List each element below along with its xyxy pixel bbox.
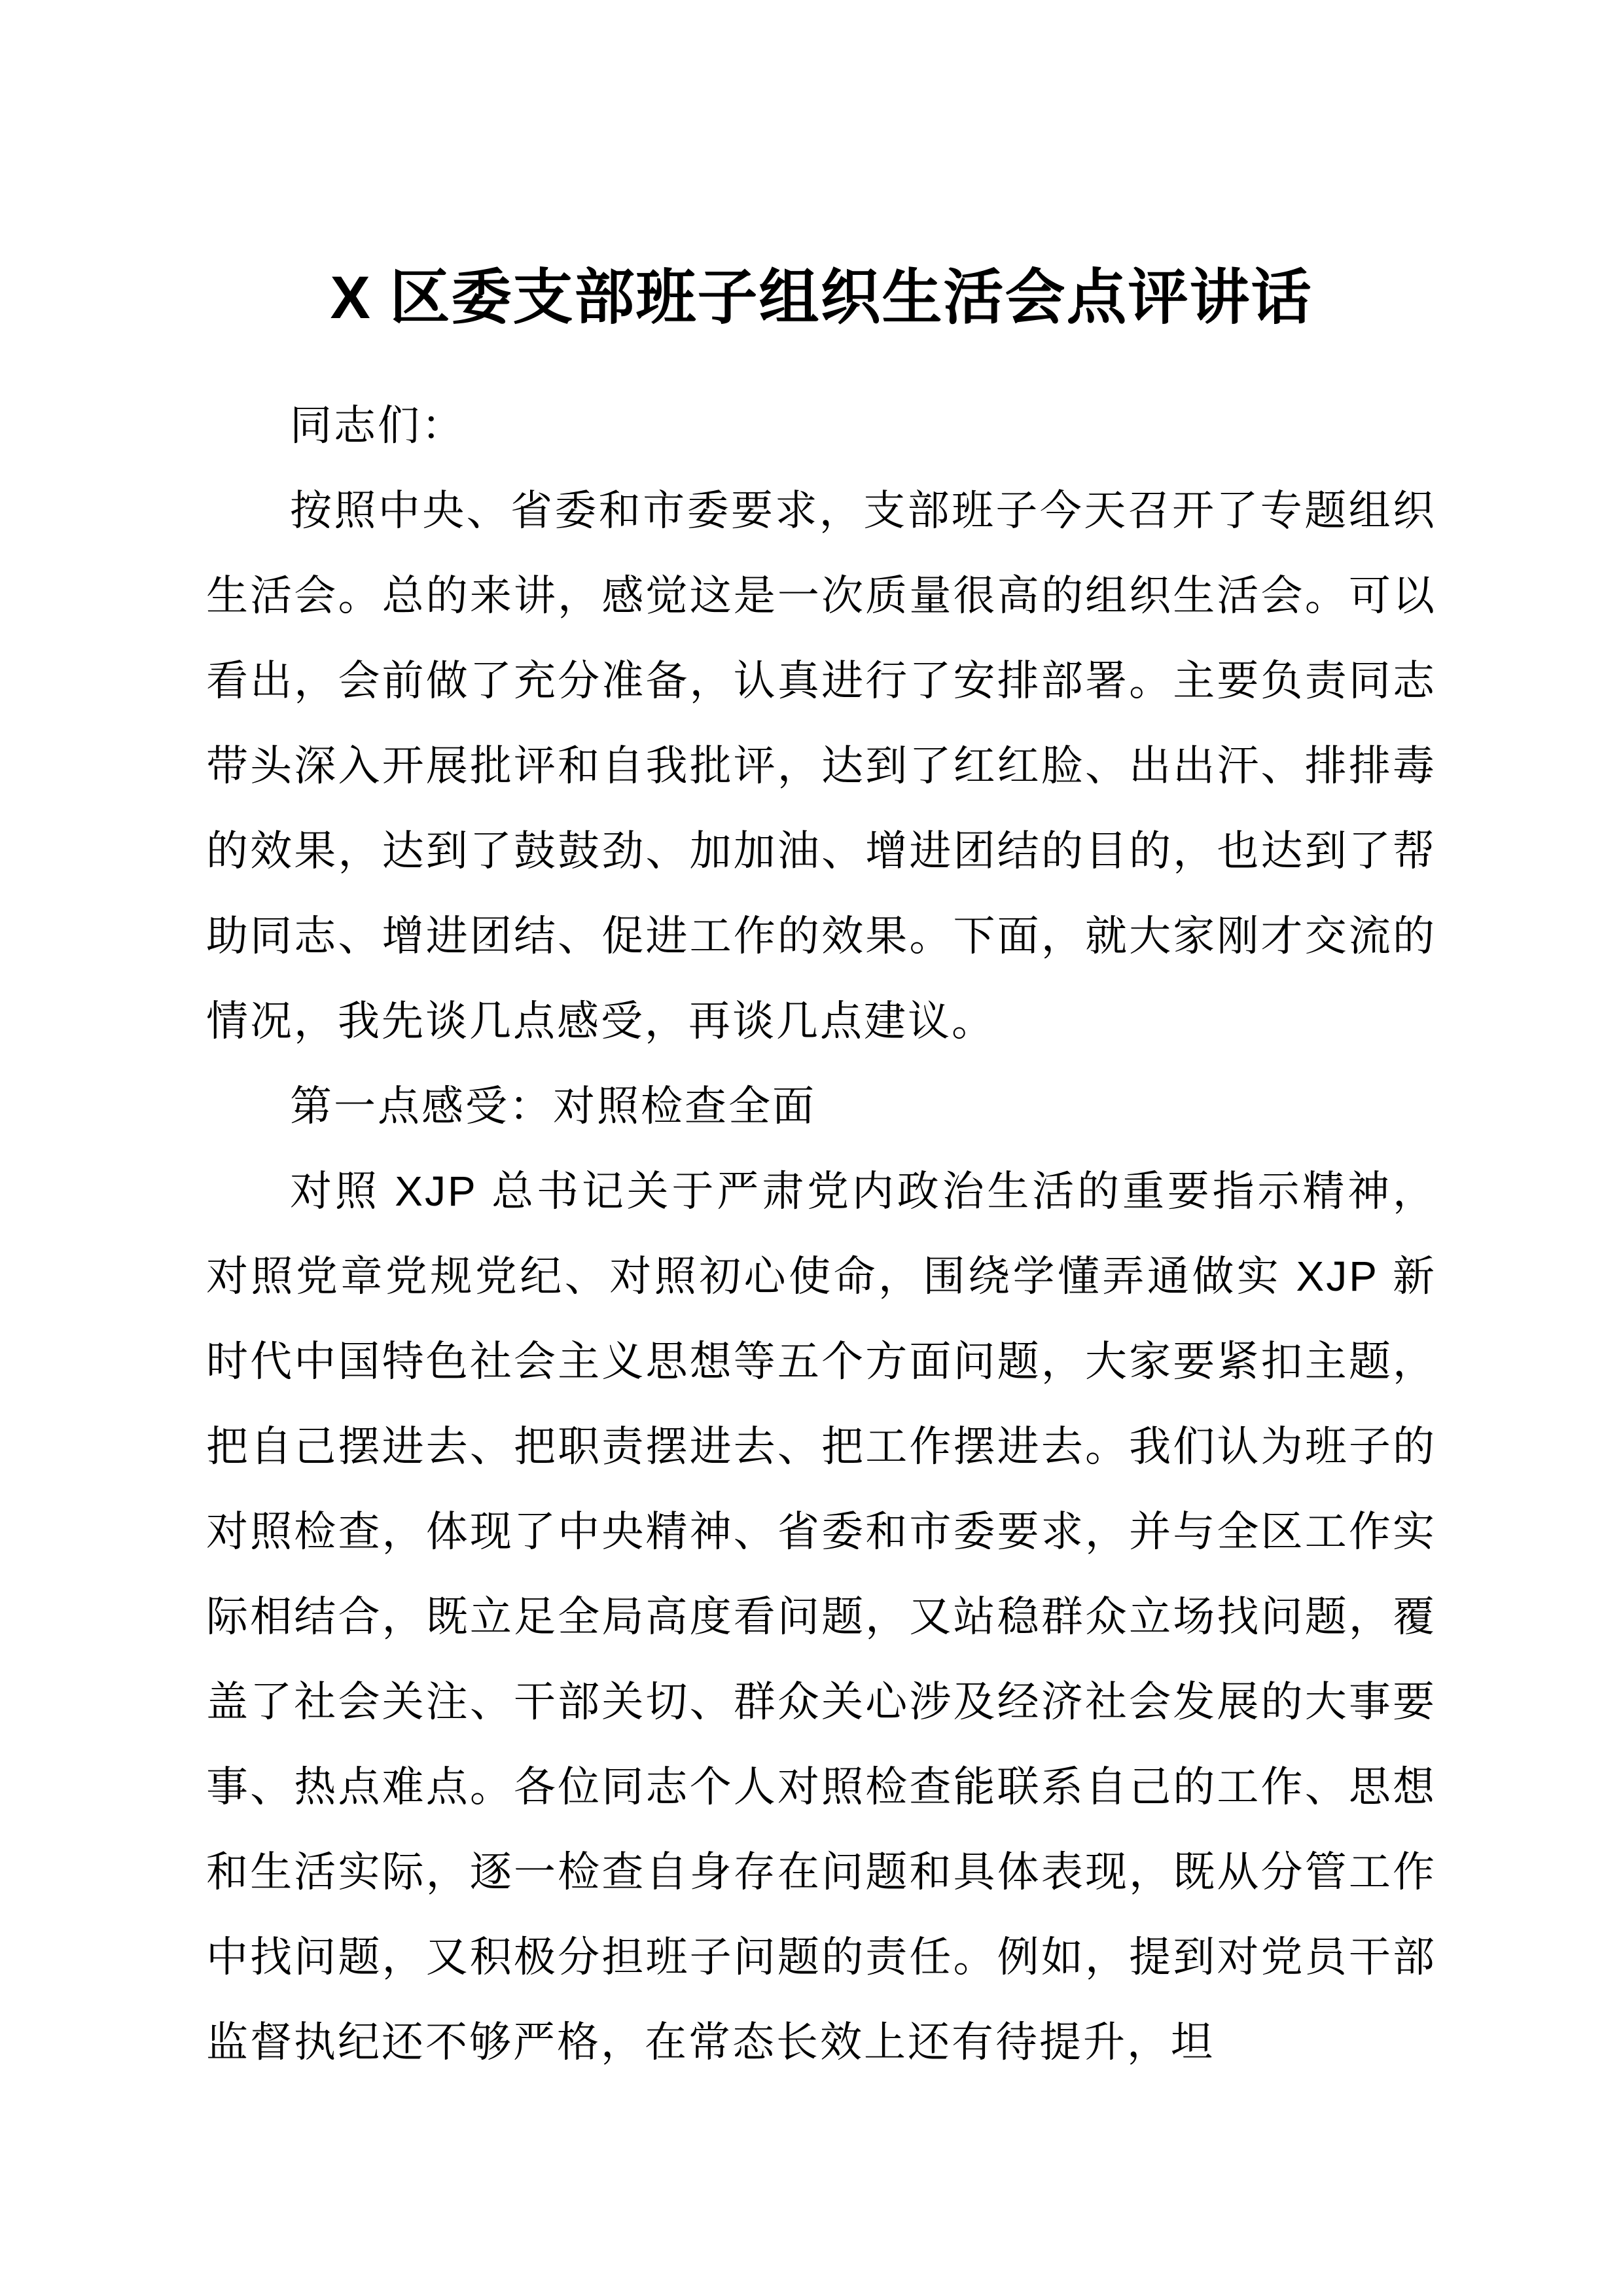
paragraph: 对照 XJP 总书记关于严肃党内政治生活的重要指示精神，对照党章党规党纪、对照初心使命，围绕学懂弄通做实 XJP 新时代中国特色社会主义思想等五个方面问题，大家要紧扣主题，把自己摆进去、把职责摆进去、把工作摆进去。我们认为班子的对照检查，体现了中央精神、省委和市委要求，并与全区工作实际相结合，既立足全局高度看问题，又站稳群众立场找问题，覆盖了社会关注、干部关切、群众关心涉及经济社会发展的大事要事、热点难点。各位同志个人对照检查能联系自己的工作、思想和生活实际，逐一检查自身存在问题和具体表现，既从分管工作中找问题，又积极分担班子问题的责任。例如，提到对党员干部监督执纪还不够严格，在常态长效上还有待提升，坦 bbox=[206, 1168, 1436, 2066]
paragraph: 第一点感受：对照检查全面 bbox=[290, 1083, 816, 1130]
paragraph: 按照中央、省委和市委要求，支部班子今天召开了专题组织生活会。总的来讲，感觉这是一次质量很高的组织生活会。可以看出，会前做了充分准备，认真进行了安排部署。主要负责同志带头深入开展批评和自我批评，达到了红红脸、出出汗、排排毒的效果，达到了鼓鼓劲、加加油、增进团结的目的，也达到了帮助同志、增进团结、促进工作的效果。下面，就大家刚才交流的情况，我先谈几点感受，再谈几点建议。 bbox=[206, 487, 1436, 1045]
paragraph: 同志们： bbox=[290, 402, 465, 449]
document-body bbox=[206, 383, 1436, 2085]
document-title: X 区委支部班子组织生活会点评讲话 bbox=[330, 264, 1313, 331]
